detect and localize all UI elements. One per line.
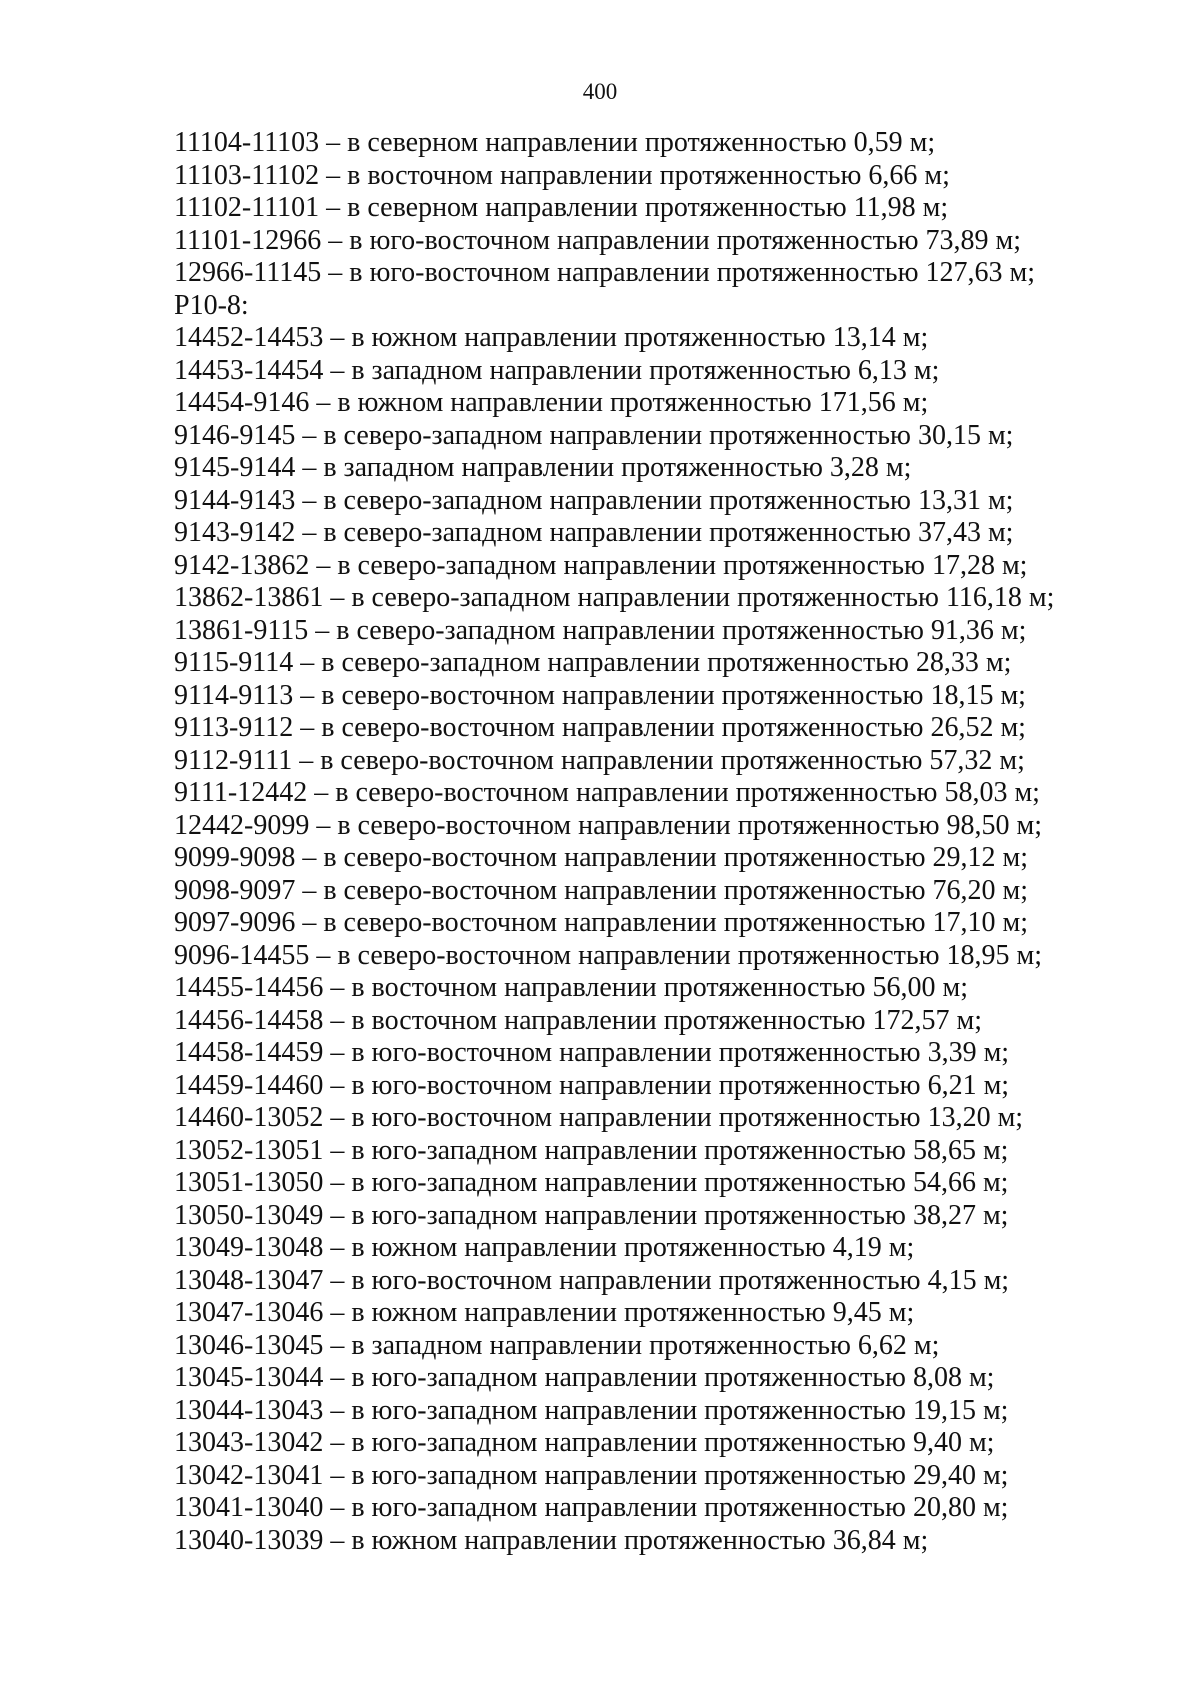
text-line: 13046-13045 – в западном направлении протяженностью 6,62 м; (174, 1329, 940, 1361)
text-line: 13050-13049 – в юго-западном направлении протяженностью 38,27 м; (174, 1199, 1009, 1231)
text-line: 11102-11101 – в северном направлении протяженностью 11,98 м; (174, 192, 949, 223)
text-line: 13861-9115 – в северо-западном направлении протяженностью 91,36 м; (174, 614, 1027, 646)
text-line: 9099-9098 – в северо-восточном направлении протяженностью 29,12 м; (174, 842, 1029, 873)
text-line: 11103-11102 – в восточном направлении протяженностью 6,66 м; (174, 159, 950, 191)
text-line: 13052-13051 – в юго-западном направлении протяженностью 58,65 м; (174, 1134, 1009, 1166)
text-line: 13051-13050 – в юго-западном направлении протяженностью 54,66 м; (174, 1167, 1009, 1198)
section-heading: Р10-8: (174, 289, 249, 321)
text-line: 13047-13046 – в южном направлении протяженностью 9,45 м; (174, 1297, 915, 1328)
text-line: 13043-13042 – в юго-западном направлении протяженностью 9,40 м; (174, 1427, 995, 1458)
text-line: 14458-14459 – в юго-восточном направлении протяженностью 3,39 м; (174, 1037, 1010, 1068)
text-line: 13045-13044 – в юго-западном направлении протяженностью 8,08 м; (174, 1362, 995, 1393)
text-line: 11101-12966 – в юго-восточном направлении протяженностью 73,89 м; (174, 224, 1021, 256)
text-line: 9113-9112 – в северо-восточном направлении протяженностью 26,52 м; (174, 712, 1026, 743)
document-body (174, 127, 1114, 1557)
text-line: 14460-13052 – в юго-восточном направлении протяженностью 13,20 м; (174, 1102, 1024, 1133)
text-line: 9143-9142 – в северо-западном направлении протяженностью 37,43 м; (174, 517, 1014, 548)
text-line: 13042-13041 – в юго-западном направлении протяженностью 29,40 м; (174, 1459, 1009, 1491)
text-line: 13862-13861 – в северо-западном направлении протяженностью 116,18 м; (174, 582, 1055, 613)
text-line: 9115-9114 – в северо-западном направлении протяженностью 28,33 м; (174, 647, 1012, 678)
text-line: 14459-14460 – в юго-восточном направлении протяженностью 6,21 м; (174, 1069, 1010, 1101)
text-line: 14452-14453 – в южном направлении протяженностью 13,14 м; (174, 322, 929, 353)
text-line: 9145-9144 – в западном направлении протяженностью 3,28 м; (174, 452, 912, 483)
text-line: 13040-13039 – в южном направлении протяженностью 36,84 м; (174, 1524, 929, 1556)
text-line: 9144-9143 – в северо-западном направлении протяженностью 13,31 м; (174, 484, 1014, 516)
text-line: 9111-12442 – в северо-восточном направлении протяженностью 58,03 м; (174, 777, 1040, 808)
text-line: 14456-14458 – в восточном направлении протяженностью 172,57 м; (174, 1004, 983, 1036)
text-line: 14455-14456 – в восточном направлении протяженностью 56,00 м; (174, 972, 969, 1003)
text-line: 9142-13862 – в северо-западном направлении протяженностью 17,28 м; (174, 549, 1028, 581)
page-number: 400 (582, 79, 618, 104)
text-line: 13048-13047 – в юго-восточном направлении протяженностью 4,15 м; (174, 1264, 1010, 1296)
text-line: 9097-9096 – в северо-восточном направлении протяженностью 17,10 м; (174, 907, 1029, 938)
text-line: 11104-11103 – в северном направлении протяженностью 0,59 м; (174, 127, 936, 158)
text-line: 9096-14455 – в северо-восточном направлении протяженностью 18,95 м; (174, 939, 1043, 971)
text-line: 9098-9097 – в северо-восточном направлении протяженностью 76,20 м; (174, 874, 1029, 906)
text-line: 12966-11145 – в юго-восточном направлении протяженностью 127,63 м; (174, 257, 1035, 288)
text-line: 12442-9099 – в северо-восточном направлении протяженностью 98,50 м; (174, 809, 1043, 841)
text-line: 13041-13040 – в юго-западном направлении протяженностью 20,80 м; (174, 1492, 1009, 1523)
text-line: 13044-13043 – в юго-западном направлении протяженностью 19,15 м; (174, 1394, 1009, 1426)
text-line: 9114-9113 – в северо-восточном направлении протяженностью 18,15 м; (174, 679, 1026, 711)
text-line: 13049-13048 – в южном направлении протяженностью 4,19 м; (174, 1232, 915, 1263)
text-line: 14453-14454 – в западном направлении протяженностью 6,13 м; (174, 354, 940, 386)
text-line: 9112-9111 – в северо-восточном направлении протяженностью 57,32 м; (174, 744, 1025, 776)
text-line: 14454-9146 – в южном направлении протяженностью 171,56 м; (174, 387, 929, 418)
text-line: 9146-9145 – в северо-западном направлении протяженностью 30,15 м; (174, 419, 1014, 451)
